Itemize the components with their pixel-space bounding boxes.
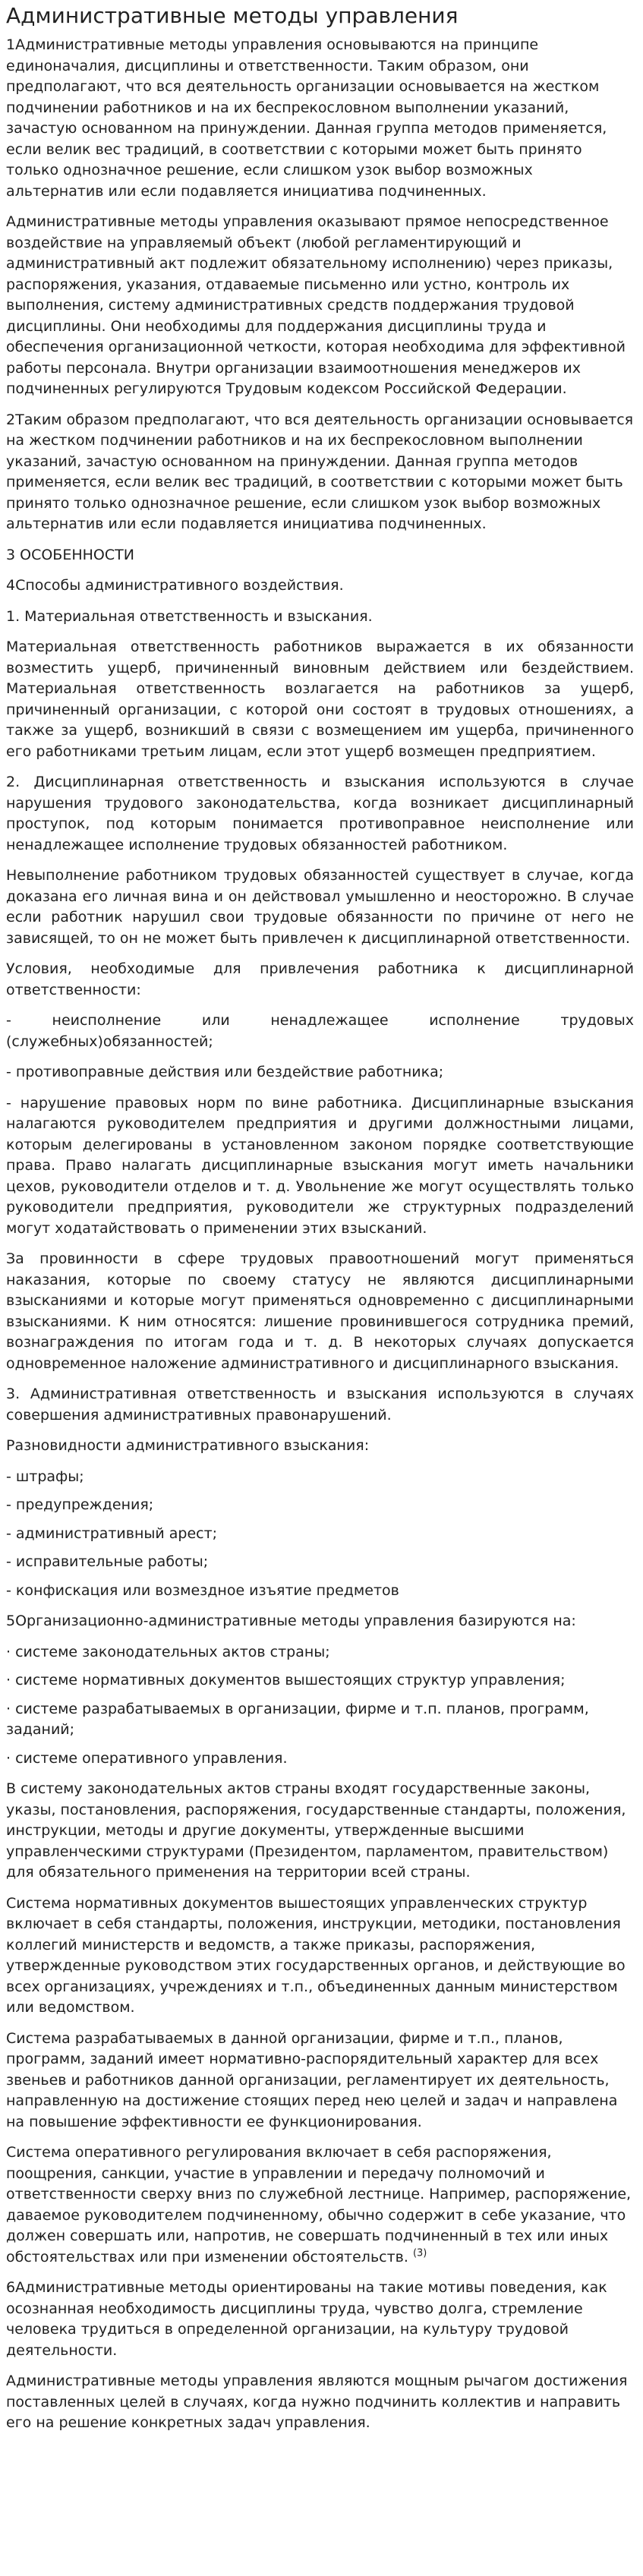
paragraph: 3. Административная ответственность и взыскания используются в случаях совершения административных правонарушений.: [6, 1386, 634, 1424]
paragraph: 2. Дисциплинарная ответственность и взыскания используются в случае нарушения трудового законодательства, когда возникает дисциплинарный проступок, под которым понимается противоправное неисполнение или ненадлежащее исполнение трудовых обязанностей работником.: [6, 774, 634, 853]
list-item: - противоправные действия или бездействие работника;: [6, 1064, 444, 1080]
list-item: · системе разрабатываемых в организации, фирме и т.п. планов, программ, заданий;: [6, 1700, 589, 1738]
paragraph: Невыполнение работником трудовых обязанностей существует в случае, когда доказана его личная вина и он действовал умышленно и неосторожно. В случае если работник нарушил свои трудовые обязанности по причине от него не зависящей, то он не может быть привлечен к дисциплинарной ответственности.: [6, 867, 634, 947]
paragraph: В систему законодательных актов страны входят государственные законы, указы, постановления, распоряжения, государственные стандарты, положения, инструкции, методы и другие документы, утвержденные высшими управленческими структурами (Президентом, парламентом, правительством) для обязательного применения на территории всей страны.: [6, 1780, 626, 1881]
list-item: - неисполнение или ненадлежащее исполнение трудовых (служебных)обязанностей;: [6, 1012, 634, 1050]
paragraph: За провинности в сфере трудовых правоотношений могут применяться наказания, которые по своему статусу не являются дисциплинарными взысканиями и которые могут применяться одновременно с дисциплинарными взысканиями. К ним относятся: лишение провинившегося сотрудника премий, вознаграждения по итогам года и т. д. В некоторых случаях допускается одновременное наложение административного и дисциплинарного взыскания.: [6, 1250, 634, 1372]
paragraph: Материальная ответственность работников выражается в их обязанности возместить ущерб, причиненный виновным действием или бездействием. Материальная ответственность возлагается на работников за ущерб, причиненный организации, с которой они состоят в трудовых отношениях, а также за ущерб, возникший в связи с возмещением им ущерба, причиненного его работниками третьим лицам, если этот ущерб возмещен предприятием.: [6, 638, 634, 760]
page-title: Административные методы управления: [6, 3, 459, 28]
paragraph: Система нормативных документов вышестоящих управленческих структур включает в себя стандарты, положения, инструкции, методики, постановления коллегий министерств и ведомств, а также приказы, распоряжения, утвержденные руководством этих государственных органов, и действующие во всех организациях, учреждениях и т.п., объединенных данным министерством или ведомством.: [6, 1894, 626, 2016]
paragraph: Разновидности административного взыскания:: [6, 1437, 370, 1454]
paragraph: Условия, необходимые для привлечения работника к дисциплинарной ответственности:: [6, 960, 634, 998]
paragraph: Административные методы управления являются мощным рычагом достижения поставленных целей в случаях, когда нужно подчинить коллектив и направить его на решение конкретных задач управления.: [6, 2373, 628, 2431]
paragraph: [6, 2142, 634, 2268]
paragraph-text: Система оперативного регулирования включает в себя распоряжения, поощрения, санкции, участие в управлении и передачу полномочий и ответственности сверху вниз по служебной лестнице. Например, распоряжение, даваемое руководителем подчиненному, обычно содержит в себе указание, что должен совершать или, напротив, не совершать подчиненный в тех или иных обстоятельствах или при изменении обстоятельств.: [6, 2144, 632, 2265]
paragraph: 4Способы административного воздействия.: [6, 577, 344, 594]
list-item: - нарушение правовых норм по вине работника. Дисциплинарные взыскания налагаются руководителем предприятия и другими должностными лицами, которым делегированы в установленном законом порядке соответствующие права. Право налагать дисциплинарные взыскания могут иметь начальники цехов, руководители отделов и т. д. Увольнение же могут осуществлять только руководители предприятия, руководители же структурных подразделений могут ходатайствовать о применении этих взысканий.: [6, 1094, 634, 1237]
paragraph: 6Административные методы ориентированы на такие мотивы поведения, как осознанная необходимость дисциплины труда, чувство долга, стремление человека трудиться в определенной организации, на культуру трудовой деятельности.: [6, 2279, 607, 2359]
list-item: · системе оперативного управления.: [6, 1749, 288, 1767]
paragraph: 2Таким образом предполагают, что вся деятельность организации основывается на жестком подчинении работников и на их беспрекословном выполнении указаний, зачастую основанном на принуждении. Данная группа методов применяется, если велик вес традиций, в соответствии с которыми может быть принято только однозначное решение, если слишком узок выбор возможных альтернатив или если подавляется инициатива подчиненных.: [6, 411, 634, 532]
paragraph: Административные методы управления оказывают прямое непосредственное воздействие на управляемый объект (любой регламентирующий и административный акт подлежит обязательному исполнению) через приказы, распоряжения, указания, отдаваемые письменно или устно, контроль их выполнения, систему административных средств поддержания трудовой дисциплины. Они необходимы для поддержания дисциплины труда и обеспечения организационной четкости, которая необходима для эффективной работы персонала. Внутри организации взаимоотношения менеджеров их подчиненных регулируются Трудовым кодексом Российской Федерации.: [6, 213, 626, 397]
list-item: - конфискация или возмездное изъятие предметов: [6, 1581, 399, 1599]
list-item: - предупреждения;: [6, 1496, 154, 1513]
paragraph: 5Организационно-административные методы управления базируются на:: [6, 1613, 576, 1629]
list-item: · системе нормативных документов вышестоящих структур управления;: [6, 1672, 566, 1688]
list-item: - административный арест;: [6, 1524, 218, 1542]
paragraph: 1. Материальная ответственность и взыскания.: [6, 607, 373, 625]
list-item: · системе законодательных актов страны;: [6, 1643, 330, 1660]
list-item: - исправительные работы;: [6, 1553, 209, 1570]
paragraph: Система разрабатываемых в данной организации, фирме и т.п., планов, программ, заданий имеет нормативно-распорядительный характер для всех звеньев и работников данной организации, регламентирует их деятельность, направленную на достижение стоящих перед нею целей и задач и направлена на повышение эффективности ее функционирования.: [6, 2029, 618, 2130]
paragraph: 1Административные методы управления основываются на принципе единоначалия, дисциплины и ответственности. Таким образом, они предполагают, что вся деятельность организации основывается на жестком подчинении работников и на их беспрекословном выполнении указаний, зачастую основанном на принуждении. Данная группа методов применяется, если велик вес традиций, в соответствии с которыми может быть принято только однозначное решение, если слишком узок выбор возможных альтернатив или если подавляется инициатива подчиненных.: [6, 36, 607, 200]
list-item: - штрафы;: [6, 1468, 84, 1485]
section-heading: 3 ОСОБЕННОСТИ: [6, 546, 134, 563]
footnote-mark: (3): [412, 2247, 427, 2259]
